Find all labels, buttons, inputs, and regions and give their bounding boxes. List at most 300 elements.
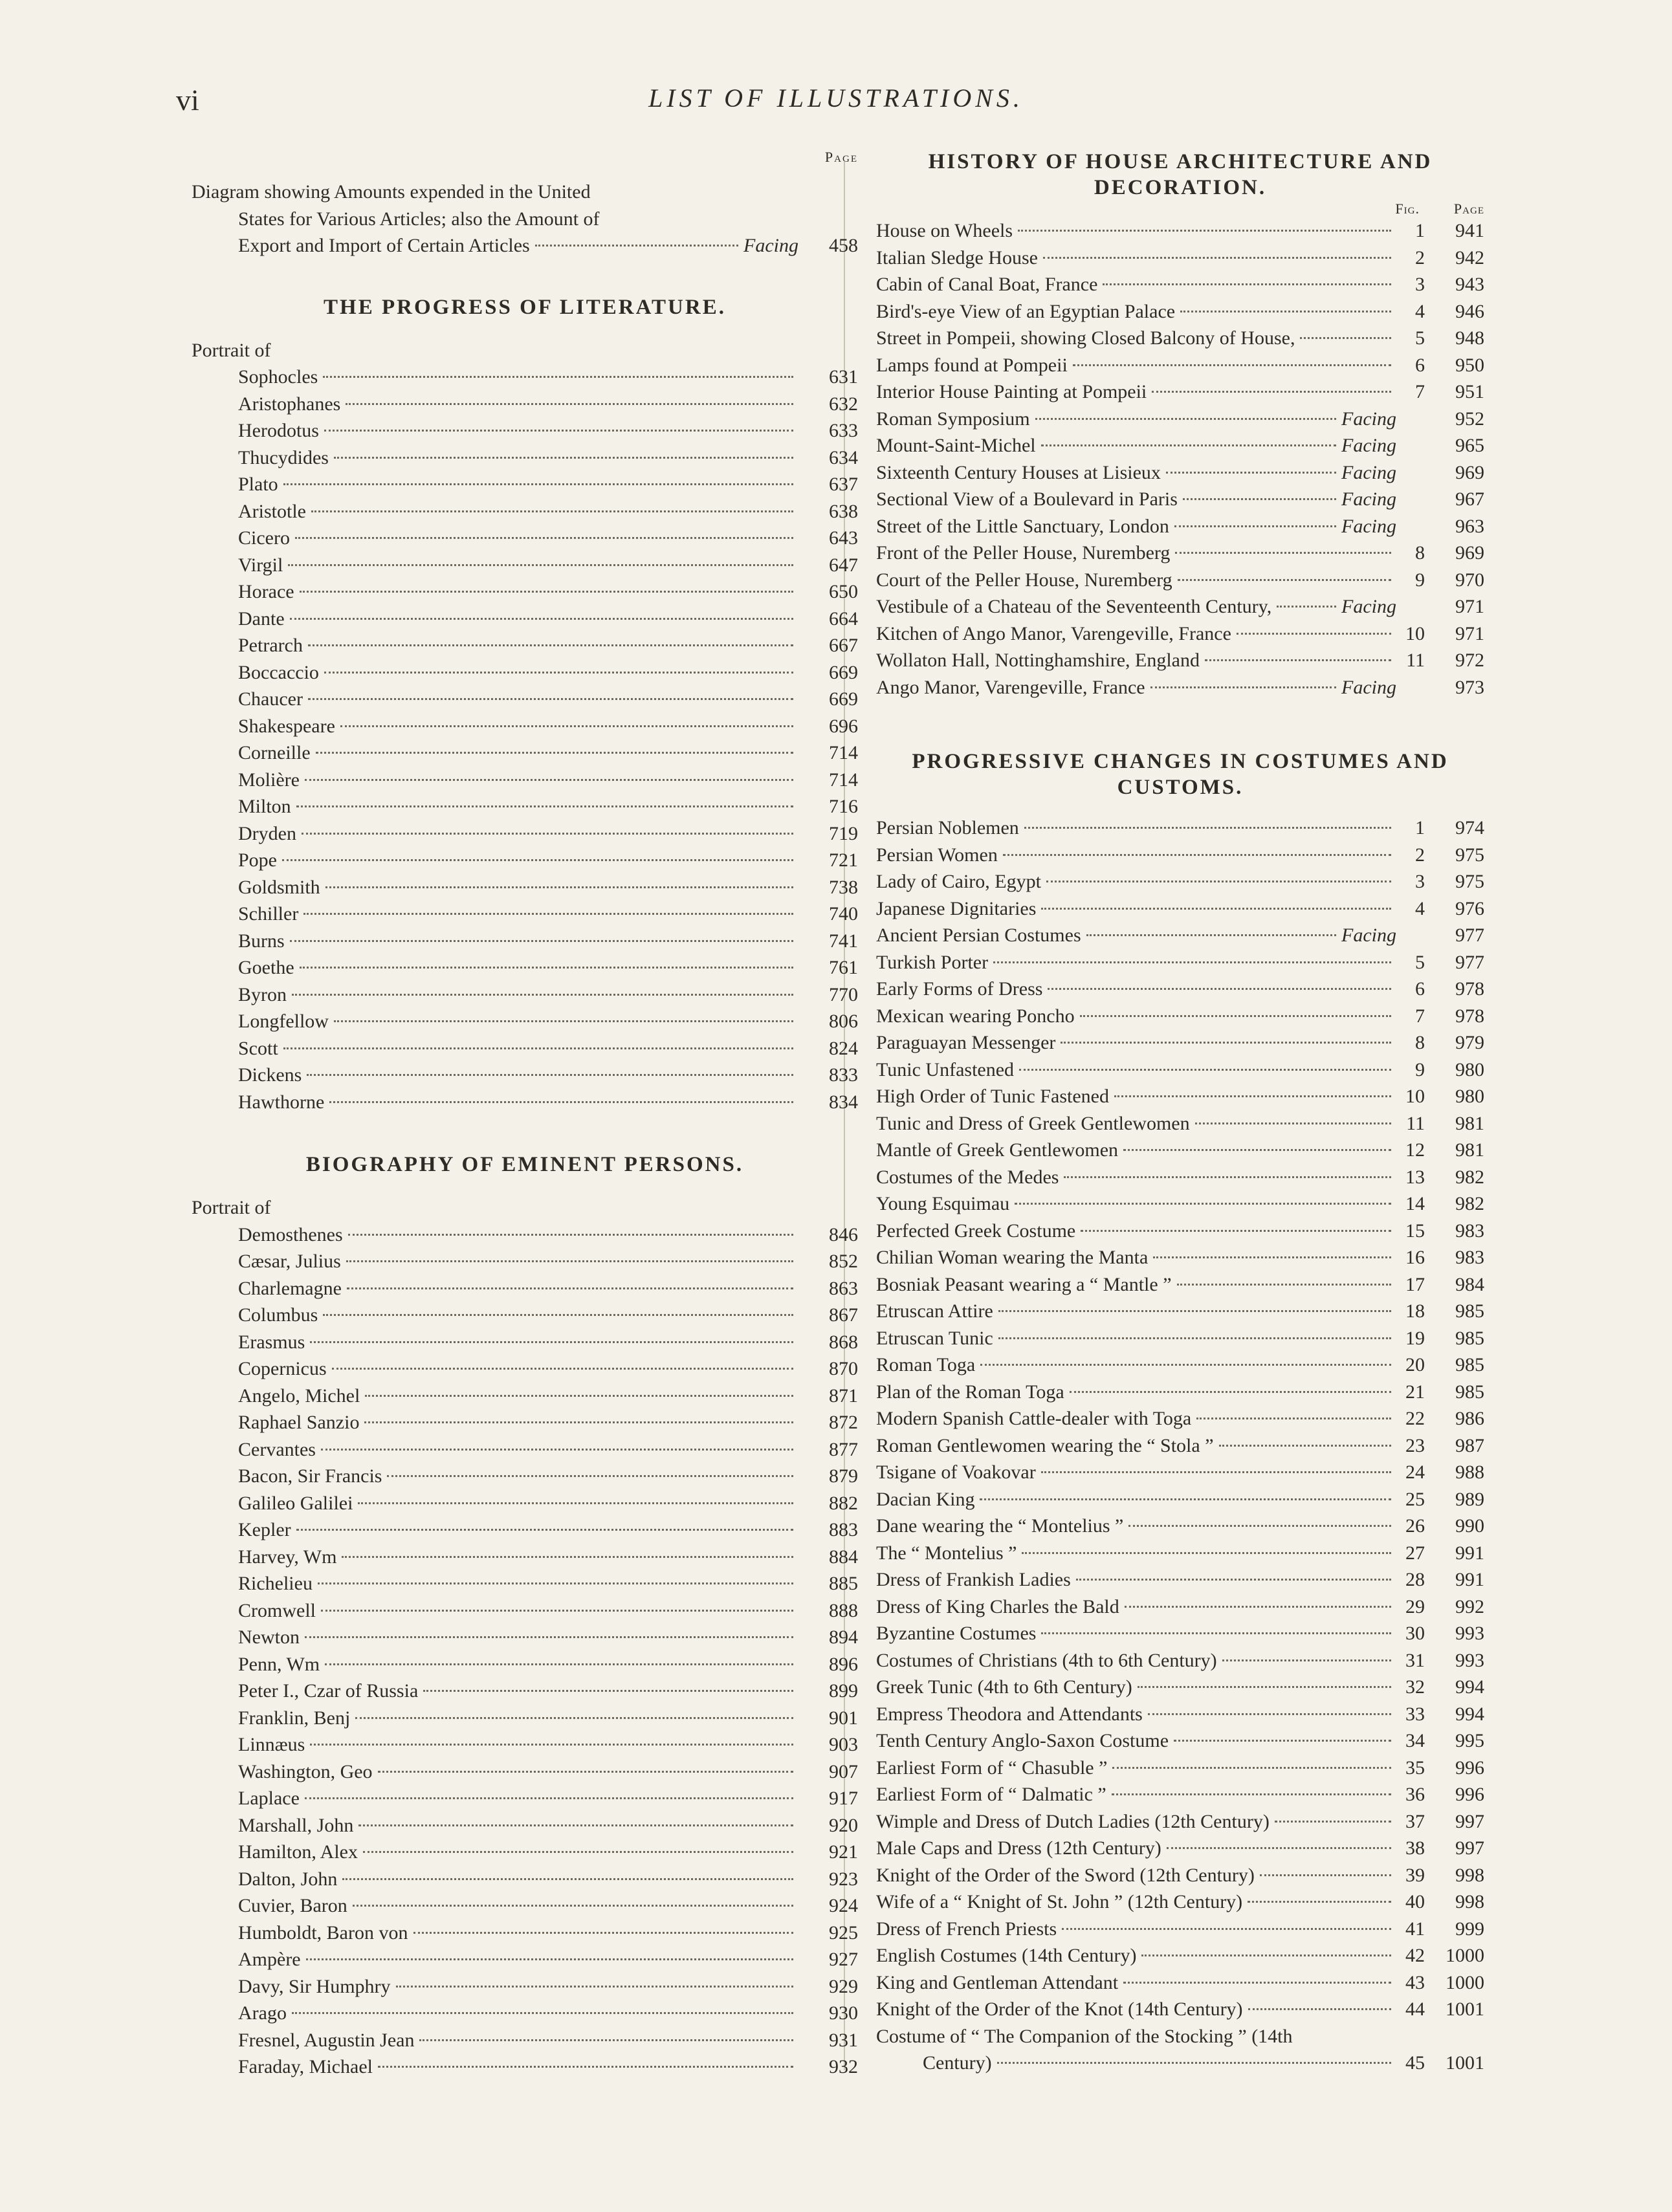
section-title-biography: BIOGRAPHY OF EMINENT PERSONS. <box>305 1153 744 1176</box>
entry-label: Bosniak Peasant wearing a “ Mantle ” <box>876 1273 1172 1295</box>
entry-label: Goethe <box>238 957 294 978</box>
list-item <box>876 1354 1484 1381</box>
entry-page: 884 <box>829 1546 858 1568</box>
entry-fig: 2 <box>1415 844 1425 866</box>
leader-dots <box>363 1851 793 1853</box>
list-item <box>876 1462 1484 1489</box>
list-item <box>192 1331 858 1359</box>
leader-dots <box>292 994 793 996</box>
leader-dots <box>1112 1793 1391 1795</box>
leader-dots <box>325 1663 793 1665</box>
entry-label: Interior House Painting at Pompeii <box>876 381 1147 402</box>
entry-page: 986 <box>1455 1408 1484 1429</box>
costumes-list <box>876 817 1484 2026</box>
leader-dots <box>387 1475 793 1477</box>
list-item <box>876 408 1484 435</box>
leader-dots <box>305 779 793 781</box>
leader-dots <box>1073 364 1391 366</box>
entry-label: Modern Spanish Cattle-dealer with Toga <box>876 1408 1192 1429</box>
list-item <box>876 220 1484 247</box>
entry-label: Court of the Peller House, Nuremberg <box>876 569 1172 591</box>
entry-label: Roman Toga <box>876 1354 976 1375</box>
entry-label: Marshall, John <box>238 1814 354 1836</box>
list-item <box>876 488 1484 516</box>
entry-page: 976 <box>1455 897 1484 919</box>
entry-label: Charlemagne <box>238 1277 342 1299</box>
entry-page: 991 <box>1455 1569 1484 1590</box>
entry-page: 669 <box>829 688 858 710</box>
entry-label: Ancient Persian Costumes <box>876 925 1081 946</box>
entry-label: Vestibule of a Chateau of the Seventeenth Century, <box>876 596 1272 617</box>
leader-dots <box>310 1341 793 1343</box>
entry-page: 977 <box>1455 925 1484 946</box>
list-item <box>876 247 1484 274</box>
entry-fig: 8 <box>1415 1032 1425 1053</box>
list-item <box>192 769 858 796</box>
list-item <box>876 381 1484 408</box>
entry-label: Earliest Form of “ Dalmatic ” <box>876 1784 1106 1805</box>
entry-fig: 21 <box>1405 1381 1425 1403</box>
entry-label: Bird's-eye View of an Egyptian Palace <box>876 300 1176 322</box>
entry-label: Demosthenes <box>238 1223 343 1245</box>
entry-page: 965 <box>1455 435 1484 456</box>
entry-label: Cuvier, Baron <box>238 1895 347 1916</box>
leader-dots <box>1260 1874 1391 1876</box>
entry-label: Persian Noblemen <box>876 817 1019 838</box>
list-item <box>192 1385 858 1412</box>
list-item <box>192 1600 858 1627</box>
list-item <box>876 516 1484 543</box>
entry-label: The “ Montelius ” <box>876 1542 1017 1564</box>
list-item <box>876 1247 1484 1274</box>
entry-label: Peter I., Czar of Russia <box>238 1680 419 1702</box>
list-item <box>192 1358 858 1385</box>
leader-dots <box>535 245 738 246</box>
list-item <box>192 1011 858 1038</box>
facing-label: Facing <box>743 235 798 256</box>
entry-page: 994 <box>1455 1703 1484 1725</box>
facing-label: Facing <box>1341 461 1396 483</box>
entry-page: 981 <box>1455 1139 1484 1161</box>
entry-label: Bacon, Sir Francis <box>238 1465 382 1487</box>
leader-dots <box>283 483 793 485</box>
entry-fig: 25 <box>1405 1488 1425 1510</box>
list-item <box>876 435 1484 462</box>
list-item <box>192 1224 858 1251</box>
list-item <box>192 796 858 823</box>
facing-label: Facing <box>1341 515 1396 537</box>
entry-fig: 13 <box>1405 1166 1425 1188</box>
diagram-line: States for Various Articles; also the Amount of <box>238 208 600 230</box>
leader-dots <box>321 1610 793 1612</box>
leader-dots <box>1081 1230 1391 1232</box>
entry-label: Erasmus <box>238 1331 305 1353</box>
entry-fig: 45 <box>1405 2052 1425 2074</box>
list-item <box>876 1166 1484 1194</box>
entry-label: Horace <box>238 581 294 602</box>
entry-label: Tunic and Dress of Greek Gentlewomen <box>876 1112 1190 1134</box>
entry-page: 696 <box>829 715 858 737</box>
leader-dots <box>364 1421 793 1423</box>
leader-dots <box>1205 659 1391 661</box>
leader-dots <box>1046 881 1391 882</box>
list-item <box>876 1300 1484 1328</box>
list-item <box>876 1435 1484 1462</box>
running-head: LIST OF ILLUSTRATIONS. <box>648 83 1024 113</box>
entry-page: 867 <box>829 1304 858 1326</box>
list-item <box>876 1972 1484 1999</box>
leader-dots <box>1061 1042 1391 1044</box>
leader-dots <box>1277 606 1336 608</box>
leader-dots <box>1153 1256 1391 1258</box>
entry-page: 989 <box>1455 1488 1484 1510</box>
leader-dots <box>1064 1176 1391 1178</box>
entry-label: Hawthorne <box>238 1091 325 1113</box>
section-title-architecture <box>876 149 1484 201</box>
entry-label: Byzantine Costumes <box>876 1623 1037 1644</box>
portrait-of-label: Portrait of <box>192 1197 271 1218</box>
list-item <box>192 2030 858 2057</box>
entry-label: Cæsar, Julius <box>238 1251 341 1272</box>
entry-fig: 10 <box>1405 622 1425 644</box>
entry-page: 901 <box>829 1707 858 1729</box>
entry-page: 942 <box>1455 246 1484 268</box>
entry-page: 987 <box>1455 1434 1484 1456</box>
entry-page: 991 <box>1455 1542 1484 1564</box>
entry-label: Thucydides <box>238 446 329 468</box>
list-item <box>192 1707 858 1735</box>
entry-label: Hamilton, Alex <box>238 1841 358 1863</box>
list-item <box>876 978 1484 1005</box>
entry-page: 963 <box>1455 515 1484 537</box>
entry-page: 719 <box>829 822 858 844</box>
list-item <box>876 677 1484 704</box>
list-item <box>192 1465 858 1493</box>
entry-fig: 44 <box>1405 1998 1425 2020</box>
leader-dots <box>1141 1955 1391 1956</box>
entry-label: Linnæus <box>238 1734 305 1755</box>
entry-label: Dress of French Priests <box>876 1918 1057 1940</box>
entry-page: 988 <box>1455 1462 1484 1483</box>
entry-page: 872 <box>829 1412 858 1433</box>
entry-label: Raphael Sanzio <box>238 1412 360 1433</box>
entry-page: 714 <box>829 742 858 763</box>
list-item <box>192 501 858 528</box>
entry-page: 1000 <box>1446 1945 1484 1966</box>
entry-fig: 43 <box>1405 1971 1425 1993</box>
leader-dots <box>993 961 1391 963</box>
entry-page: 969 <box>1455 461 1484 483</box>
leader-dots <box>1219 1445 1391 1447</box>
leader-dots <box>1183 498 1336 500</box>
entry-fig: 41 <box>1405 1918 1425 1940</box>
page-number: vi <box>176 83 199 116</box>
leader-dots <box>1180 311 1391 312</box>
entry-page: 992 <box>1455 1595 1484 1617</box>
list-item <box>876 1032 1484 1059</box>
list-item <box>192 1761 858 1788</box>
entry-label: Young Esquimau <box>876 1193 1010 1214</box>
entry-fig: 15 <box>1405 1220 1425 1242</box>
entry-page: 882 <box>829 1492 858 1514</box>
entry-page: 927 <box>829 1949 858 1970</box>
entry-page: 458 <box>829 235 858 256</box>
list-item <box>192 1922 858 1949</box>
entry-fig: 8 <box>1415 542 1425 564</box>
entry-label: Lamps found at Pompeii <box>876 354 1068 376</box>
entry-label: Corneille <box>238 742 311 763</box>
entry-label: Burns <box>238 930 285 952</box>
entry-label: Aristophanes <box>238 393 341 415</box>
list-item <box>192 1546 858 1573</box>
entry-label: Arago <box>238 2002 287 2024</box>
entry-label: Plan of the Roman Toga <box>876 1381 1064 1403</box>
leader-dots <box>365 1395 793 1397</box>
entry-fig: 14 <box>1405 1193 1425 1214</box>
portrait-of-label: Portrait of <box>192 339 271 361</box>
entry-page: 970 <box>1455 569 1484 591</box>
entry-fig: 37 <box>1405 1810 1425 1832</box>
leader-dots <box>358 1824 793 1826</box>
list-item <box>876 1811 1484 1838</box>
entry-page: 998 <box>1455 1891 1484 1912</box>
list-item <box>192 1493 858 1520</box>
leader-dots <box>308 644 793 646</box>
entry-page: 885 <box>829 1573 858 1594</box>
entry-fig: 34 <box>1405 1730 1425 1751</box>
title-line: CUSTOMS. <box>1117 776 1244 799</box>
entry-fig: 3 <box>1415 871 1425 892</box>
entry-page: 716 <box>829 796 858 817</box>
entry-label: Faraday, Michael <box>238 2056 373 2077</box>
list-item <box>192 393 858 421</box>
entry-page: 631 <box>829 366 858 388</box>
entry-page: 924 <box>829 1895 858 1916</box>
entry-label: Mount-Saint-Michel <box>876 435 1036 456</box>
entry-page: 868 <box>829 1331 858 1353</box>
list-item <box>876 925 1484 952</box>
entry-page: 951 <box>1455 381 1484 402</box>
list-item <box>876 1381 1484 1408</box>
entry-label: Etruscan Attire <box>876 1300 993 1322</box>
entry-page: 870 <box>829 1358 858 1379</box>
entry-page: 997 <box>1455 1837 1484 1859</box>
leader-dots <box>1175 552 1391 554</box>
entry-label: Aristotle <box>238 500 306 522</box>
entry-page: 833 <box>829 1064 858 1086</box>
entry-page: 985 <box>1455 1327 1484 1349</box>
entry-fig: 12 <box>1405 1139 1425 1161</box>
entry-label: Davy, Sir Humphry <box>238 1975 391 1997</box>
leader-dots <box>353 1905 793 1907</box>
entry-page: 980 <box>1455 1086 1484 1107</box>
entry-page: 971 <box>1455 596 1484 617</box>
entry-label: High Order of Tunic Fastened <box>876 1086 1109 1107</box>
entry-page: 973 <box>1455 676 1484 698</box>
leader-dots <box>1174 1740 1391 1742</box>
entry-label: Richelieu <box>238 1573 313 1594</box>
entry-page: 946 <box>1455 300 1484 322</box>
entry-label: Costumes of Christians (4th to 6th Century) <box>876 1649 1217 1671</box>
entry-page: 998 <box>1455 1864 1484 1886</box>
leader-dots <box>419 2039 793 2041</box>
leader-dots <box>288 564 793 566</box>
entry-page: 995 <box>1455 1730 1484 1751</box>
entry-label: Franklin, Benj <box>238 1707 351 1729</box>
section-title-literature: THE PROGRESS OF LITERATURE. <box>324 295 726 319</box>
entry-fig: 3 <box>1415 274 1425 295</box>
entry-label: King and Gentleman Attendant <box>876 1971 1119 1993</box>
entry-page: 667 <box>829 635 858 656</box>
entry-label: Herodotus <box>238 420 319 441</box>
entry-page: 996 <box>1455 1784 1484 1805</box>
leader-dots <box>318 1582 793 1584</box>
leader-dots <box>321 1449 793 1451</box>
entry-fig: 22 <box>1405 1408 1425 1429</box>
list-item <box>876 1408 1484 1435</box>
entry-page: 888 <box>829 1599 858 1621</box>
entry-label: Scott <box>238 1037 278 1059</box>
leader-dots <box>308 698 793 700</box>
leader-dots <box>1003 854 1391 856</box>
entry-page: 899 <box>829 1680 858 1702</box>
entry-label: Italian Sledge House <box>876 246 1038 268</box>
biography-list <box>192 1224 858 2083</box>
leader-dots <box>1041 1471 1391 1473</box>
entry-label: Paraguayan Messenger <box>876 1032 1056 1053</box>
entry-label: Dress of Frankish Ladies <box>876 1569 1071 1590</box>
list-item <box>192 366 858 393</box>
entry-page: 952 <box>1455 408 1484 430</box>
leader-dots <box>1300 337 1391 339</box>
entry-label: Japanese Dignitaries <box>876 897 1037 919</box>
leader-dots <box>1174 525 1336 527</box>
facing-label: Facing <box>1341 435 1396 456</box>
entry-fig: 6 <box>1415 978 1425 1000</box>
list-item <box>876 355 1484 382</box>
leader-dots <box>348 1234 793 1236</box>
entry-page: 894 <box>829 1626 858 1648</box>
entry-page: 983 <box>1455 1247 1484 1268</box>
list-item <box>192 1841 858 1868</box>
entry-page: 993 <box>1455 1623 1484 1644</box>
leader-dots <box>1248 2008 1391 2010</box>
entry-page: 806 <box>829 1011 858 1032</box>
entry-label: Tsigane of Voakovar <box>876 1462 1036 1483</box>
literature-list <box>192 366 858 1118</box>
leader-dots <box>296 805 793 807</box>
entry-page: 632 <box>829 393 858 415</box>
list-item <box>192 2002 858 2030</box>
list-item <box>876 1569 1484 1596</box>
list-item <box>192 688 858 716</box>
list-item <box>192 877 858 904</box>
entry-fig: 19 <box>1405 1327 1425 1349</box>
leader-dots <box>980 1364 1391 1366</box>
entry-page: 994 <box>1455 1676 1484 1698</box>
leader-dots <box>305 1636 793 1638</box>
title-line: HISTORY OF HOUSE ARCHITECTURE AND <box>928 150 1433 173</box>
entry-page: 920 <box>829 1814 858 1836</box>
entry-fig: 32 <box>1405 1676 1425 1698</box>
entry-page: 883 <box>829 1519 858 1540</box>
leader-dots <box>1123 1149 1391 1151</box>
entry-label: Chilian Woman wearing the Manta <box>876 1247 1149 1268</box>
leader-dots <box>1035 418 1336 420</box>
list-item <box>876 1596 1484 1623</box>
leader-dots <box>1114 1095 1391 1097</box>
entry-label: Kitchen of Ango Manor, Varengeville, France <box>876 622 1231 644</box>
entry-page: 714 <box>829 769 858 791</box>
leader-dots <box>1152 391 1391 393</box>
list-item <box>192 608 858 635</box>
list-item <box>192 742 858 769</box>
entry-page: 1000 <box>1446 1971 1484 1993</box>
entry-page: 643 <box>829 527 858 549</box>
facing-label: Facing <box>1341 925 1396 946</box>
title-line: PROGRESSIVE CHANGES IN COSTUMES AND <box>912 750 1449 773</box>
list-item <box>876 1945 1484 1972</box>
entry-label: Plato <box>238 474 278 495</box>
entry-label: Kepler <box>238 1519 291 1540</box>
leader-dots <box>1177 1284 1391 1286</box>
leader-dots <box>334 1020 793 1022</box>
list-item <box>876 817 1484 844</box>
entry-label: Century) <box>923 2052 992 2074</box>
list-item <box>876 1650 1484 1677</box>
list-item <box>876 844 1484 871</box>
leader-dots <box>1195 1122 1391 1124</box>
leader-dots <box>980 1498 1391 1500</box>
diagram-line <box>192 235 858 262</box>
leader-dots <box>316 752 793 754</box>
list-item <box>192 1251 858 1278</box>
entry-page: 981 <box>1455 1112 1484 1134</box>
leader-dots <box>1080 1015 1391 1017</box>
entry-fig: 2 <box>1415 246 1425 268</box>
entry-label: Cabin of Canal Boat, France <box>876 274 1098 295</box>
list-item <box>192 1439 858 1466</box>
leader-dots <box>378 1771 793 1773</box>
left-column <box>192 149 858 2083</box>
leader-dots <box>1076 1579 1391 1581</box>
entry-page: 896 <box>829 1653 858 1675</box>
leader-dots <box>1018 230 1391 232</box>
list-item <box>192 581 858 608</box>
entry-fig: 10 <box>1405 1086 1425 1107</box>
entry-fig: 9 <box>1415 569 1425 591</box>
leader-dots <box>290 940 793 942</box>
entry-label: Mexican wearing Poncho <box>876 1005 1075 1027</box>
list-item <box>192 1868 858 1896</box>
entry-page: 974 <box>1455 817 1484 838</box>
leader-dots <box>1041 444 1336 446</box>
list-item <box>876 623 1484 650</box>
leader-dots <box>1166 472 1336 474</box>
entry-label: Tunic Unfastened <box>876 1058 1015 1080</box>
list-item <box>192 474 858 501</box>
list-item <box>192 1064 858 1091</box>
entry-label: Penn, Wm <box>238 1653 320 1675</box>
list-item <box>876 1515 1484 1542</box>
entry-label: House on Wheels <box>876 220 1013 241</box>
leader-dots <box>998 1337 1391 1339</box>
entry-page: 877 <box>829 1438 858 1460</box>
entry-page: 943 <box>1455 274 1484 295</box>
leader-dots <box>292 2012 793 2014</box>
entry-page: 950 <box>1455 354 1484 376</box>
list-item <box>876 1918 1484 1945</box>
